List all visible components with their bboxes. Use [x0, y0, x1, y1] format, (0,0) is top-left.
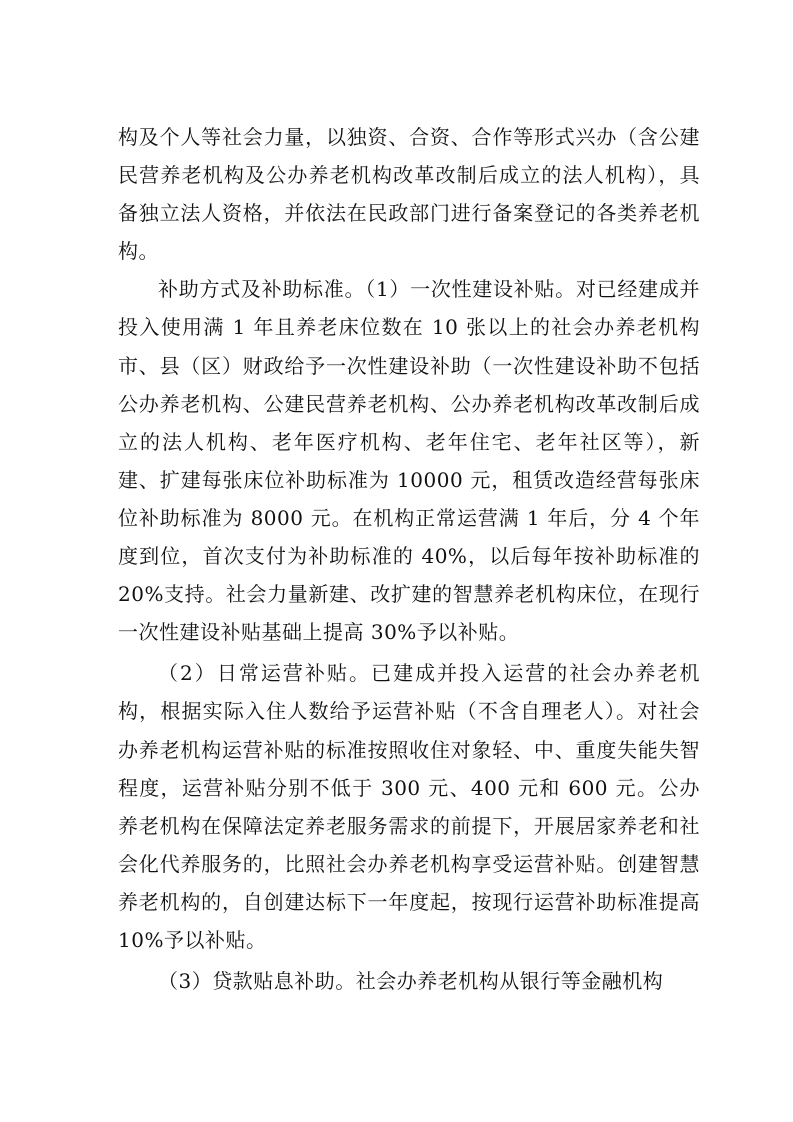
paragraph-loan-interest-subsidy: （3）贷款贴息补助。社会办养老机构从银行等金融机构 — [158, 969, 664, 994]
paragraph-subsidy-method: 补助方式及补助标准。（1）一次性建设补贴。对已经建成并投入使用满 1 年且养老床位数在 10 张以上的社会办养老机构市、县（区）财政给予一次性建设补助（一次性建设补助不包括公办养老机构、公建民营养老机构、公办养老机构改革改制后成立的法人机构、老年医疗机构、老年住宅、老年社区等），新建、扩建每张床位补助标准为 10000 元，租赁改造经营每张床位补助标准为 8000 元。在机构正常运营满 1 年后，分 4 个年度到位，首次支付为补助标准的 40%，以后每年按补助标准的 20%支持。社会力量新建、改扩建的智慧养老机构床位，在现行一次性建设补贴基础上提高 30%予以补贴。 — [118, 277, 700, 645]
paragraph-eligibility-continued: 构及个人等社会力量，以独资、合资、合作等形式兴办（含公建民营养老机构及公办养老机构改革改制后成立的法人机构），具备独立法人资格，并依法在民政部门进行备案登记的各类养老机构。 — [118, 125, 700, 264]
document-body — [118, 118, 700, 1000]
paragraph-operating-subsidy: （2）日常运营补贴。已建成并投入运营的社会办养老机构，根据实际入住人数给予运营补贴（不含自理老人）。对社会办养老机构运营补贴的标准按照收住对象轻、中、重度失能失智程度，运营补贴分别不低于 300 元、400 元和 600 元。公办养老机构在保障法定养老服务需求的前提下，开展居家养老和社会化代养服务的，比照社会办养老机构享受运营补贴。创建智慧养老机构的，自创建达标下一年度起，按现行运营补助标准提高 10%予以补贴。 — [118, 661, 700, 952]
